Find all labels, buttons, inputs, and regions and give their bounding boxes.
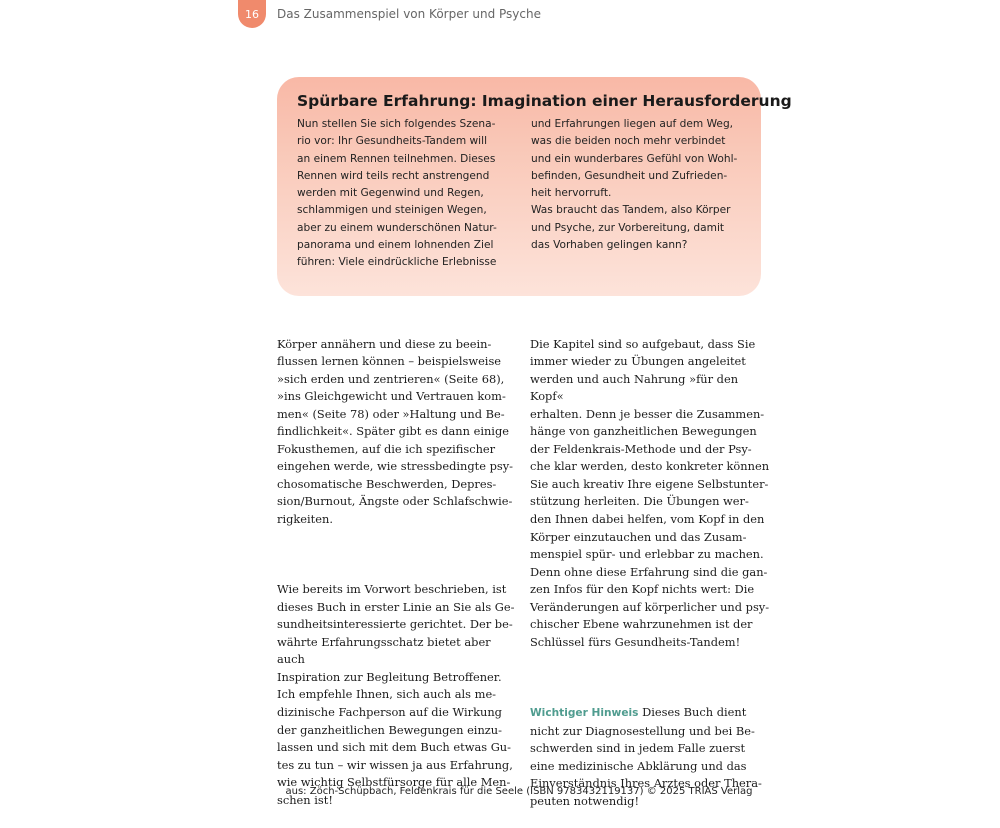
- important-note-label: Wichtiger Hinweis: [530, 706, 639, 719]
- exercise-box-title: Spürbare Erfahrung: Imagination einer Herausforderung: [297, 92, 792, 110]
- right-text-column: [530, 318, 770, 828]
- exercise-box-column-2: und Erfahrungen liegen auf dem Weg, was die beiden noch mehr verbindet und ein wunderbares Gefühl von Wohl- befinden, Gesundheit und Zufrieden- heit hervorruft. Was braucht das Tandem, also Körper und Psyche, zur Vorbereitung, damit das Vorhaben gelingen kann?: [531, 118, 738, 252]
- exercise-box: [277, 77, 792, 296]
- exercise-box-columns: [297, 116, 741, 272]
- left-text-column: [277, 318, 522, 827]
- left-paragraph-1: Körper annähern und diese zu beein- flussen lernen können – beispielsweise »sich erden und zentrieren« (Seite 68), »ins Gleichgewicht und Vertrauen kom- men« (Seite 78) oder »Haltung und Be- findlichkeit«. Später gibt es dann einige Fokusthemen, auf die ich spezifischer eingehen werde, wie stressbedingte psy- chosomatische Beschwerden, Depres- sion/Burnout, Ängste oder Schlafschwie- rigkeiten.: [277, 336, 514, 527]
- footer-citation: aus: Zöch-Schüpbach, Feldenkrais für die Seele (ISBN 9783432119137) © 2025 TRIAS Verlag: [285, 786, 753, 797]
- exercise-box-column-1: Nun stellen Sie sich folgendes Szena- rio vor: Ihr Gesundheits-Tandem will an einem Rennen teilnehmen. Dieses Rennen wird teils recht anstrengend werden mit Gegenwind und Regen, schlammigen und steinigen Wegen, aber zu einem wunderschönen Natur- panorama und einem lohnenden Ziel führen: Viele eindrückliche Erlebnisse: [297, 118, 497, 269]
- page-number-badge: 16: [238, 0, 266, 28]
- right-paragraph-1: Die Kapitel sind so aufgebaut, dass Sie immer wieder zu Übungen angeleitet werden und auch Nahrung »für den Kopf« erhalten. Denn je besser die Zusammen- hänge von ganzheitlichen Bewegungen der Feldenkrais-Methode und der Psy- che klar werden, desto konkreter können Sie auch kreativ Ihre eigene Selbstunter- stützung herleiten. Die Übungen wer- den Ihnen dabei helfen, vom Kopf in den Körper einzutauchen und das Zusam- menspiel spür- und erlebbar zu machen. Denn ohne diese Erfahrung sind die gan- zen Infos für den Kopf nichts wert: Die Veränderungen auf körperlicher und psy- chischer Ebene wahrzunehmen ist der Schlüssel fürs Gesundheits-Tandem!: [530, 336, 770, 649]
- running-head-title: Das Zusammenspiel von Körper und Psyche: [277, 7, 541, 21]
- important-note-text: Dieses Buch dient nicht zur Diagnosestellung und bei Be- schwerden sind in jedem Falle zuerst eine medizinische Abklärung und das Einverständnis Ihres Arztes oder Thera- peuten notwendig!: [530, 704, 762, 808]
- left-paragraph-2: Wie bereits im Vorwort beschrieben, ist dieses Buch in erster Linie an Sie als Ge- sundheitsinteressierte gerichtet. Der be- währte Erfahrungsschatz bietet aber auch Inspiration zur Begleitung Betroffener. Ich empfehle Ihnen, sich auch als me- dizinische Fachperson auf die Wirkung der ganzheitlichen Bewegungen einzu- lassen und sich mit dem Buch etwas Gu- tes zu tun – wir wissen ja aus Erfahrung, wie wichtig Selbstfürsorge für alle Men- schen ist!: [277, 582, 515, 807]
